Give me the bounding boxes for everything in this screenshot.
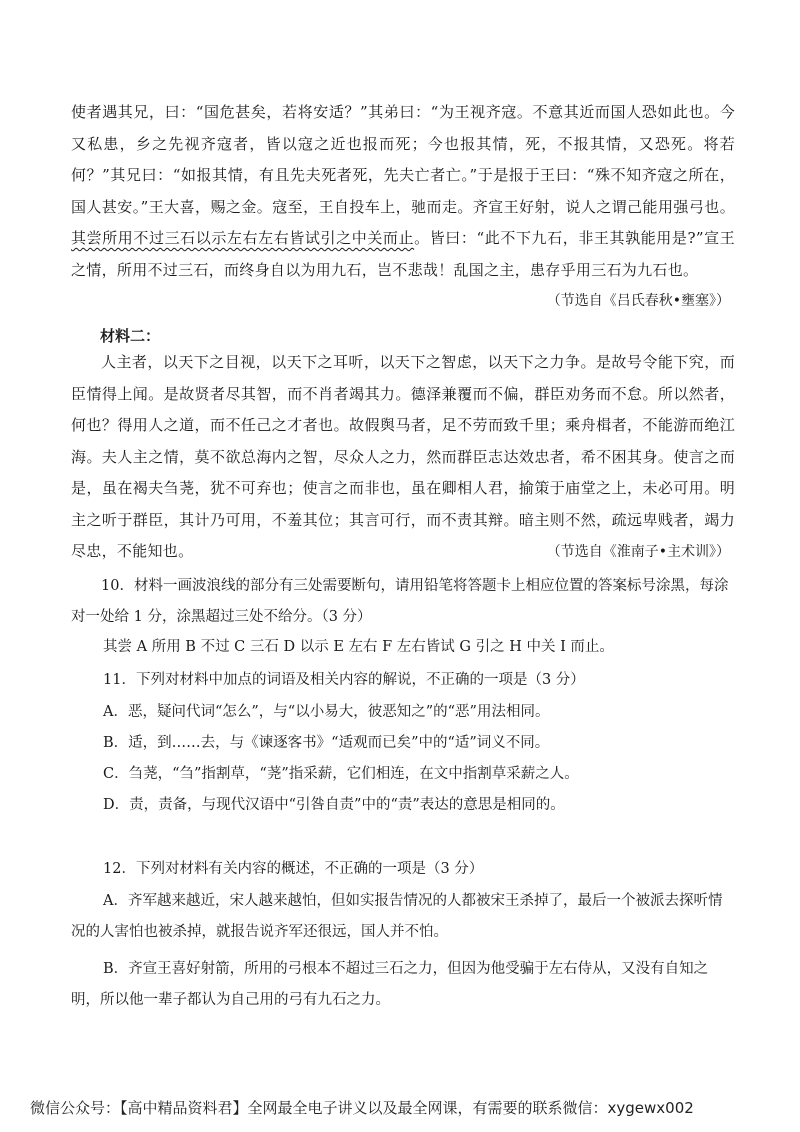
q12-option-a: A．齐军越来越近，宋人越来越怕，但如实报告情况的人都被宋王杀掉了，最后一个被派去探听情况的人害怕也被杀掉，就报告说齐军还很远，国人并不怕。 <box>71 893 723 940</box>
q12-stem: 12．下列对材料有关内容的概述，不正确的一项是（3 分） <box>103 861 484 877</box>
material2-heading: 材料二： <box>100 327 161 345</box>
material1-source: （节选自《吕氏春秋•壅塞》） <box>546 293 730 309</box>
material1-wavy-underlined-text: 其尝所用不过三石以示左右左右皆试引之中关而止 <box>71 229 415 247</box>
material1-text-after: 。皆曰：“此不下九石，非王其孰能用是?”宣王之情，所用不过三石，而终身自以为用九石，岂不悲哉！乱国之主，患存乎用三石为九石也。 <box>71 229 735 279</box>
q11-stem: 11．下列对材料中加点的词语及相关内容的解说，不正确的一项是（3 分） <box>103 672 585 688</box>
q11-option-b: B．适，到……去，与《谏逐客书》“适观而已矣”中的“适”词义不同。 <box>103 735 550 751</box>
material2-source: （节选自《淮南子•主术训》） <box>546 544 730 560</box>
q11-option-d: D．责，责备，与现代汉语中“引咎自责”中的“责”表达的意思是相同的。 <box>103 797 565 813</box>
material1-text-before: 使者遇其兄，曰：“国危甚矣，若将安适？”其弟曰：“为王视齐寇。不意其近而国人恐如此也。今又私患，乡之先视齐寇者，皆以寇之近也报而死；今也报其情，死，不报其情，又恐死。将若何？”其兄曰：“如报其情，有且先夫死者死，先夫亡者亡。”于是报于王曰：“殊不知齐寇之所在，国人甚安。”王大喜，赐之金。寇至，王自投车上，驰而走。齐宣王好射，说人之谓己能用强弓也。 <box>71 103 735 216</box>
q12-option-b: B．齐宣王喜好射箭，所用的弓根本不超过三石之力，但因为他受骗于左右侍从，又没有自知之明，所以他一辈子都认为自己用的弓有九石之力。 <box>71 961 709 1008</box>
q10-options: 其尝 A 所用 B 不过 C 三石 D 以示 E 左右 F 左右皆试 G 引之 H 中关 I 而止。 <box>103 639 614 655</box>
q10-stem: 10．材料一画波浪线的部分有三处需要断句，请用铅笔将答题卡上相应位置的答案标号涂黑，每涂对一处给 1 分，涂黑超过三处不给分。（3 分） <box>71 578 729 625</box>
footer-wechat-notice: 微信公众号：【高中精品资料君】全网最全电子讲义以及最全网课，有需要的联系微信：xygewx002 <box>30 1099 694 1117</box>
q11-option-a: A．恶，疑问代词“怎么”，与“以小易大，彼恶知之”的“恶”用法相同。 <box>103 704 550 720</box>
material1-passage <box>71 97 735 286</box>
material2-passage: 人主者，以天下之目视，以天下之耳听，以天下之智虑，以天下之力争。是故号令能下究，而臣情得上闻。是故贤者尽其智，而不肖者竭其力。德泽兼覆而不偏，群臣劝务而不怠。所以然者，何也？得用人之道，而不任己之才者也。故假舆马者，足不劳而致千里；乘舟楫者，不能游而绝江海。夫人主之情，莫不欲总海内之智，尽众人之力，然而群臣志达效忠者，希不困其身。使言之而是，虽在褐夫刍荛，犹不可弃也；使言之而非也，虽在卿相人君，揄策于庙堂之上，未必可用。明主之听于群臣，其计乃可用，不羞其位；其言可行，而不责其辩。暗主则不然，疏远卑贱者，竭力尽忠，不能知也。 <box>71 353 735 560</box>
q11-option-c: C．刍荛，“刍”指割草，“荛”指采薪，它们相连，在文中指割草采薪之人。 <box>103 766 579 782</box>
